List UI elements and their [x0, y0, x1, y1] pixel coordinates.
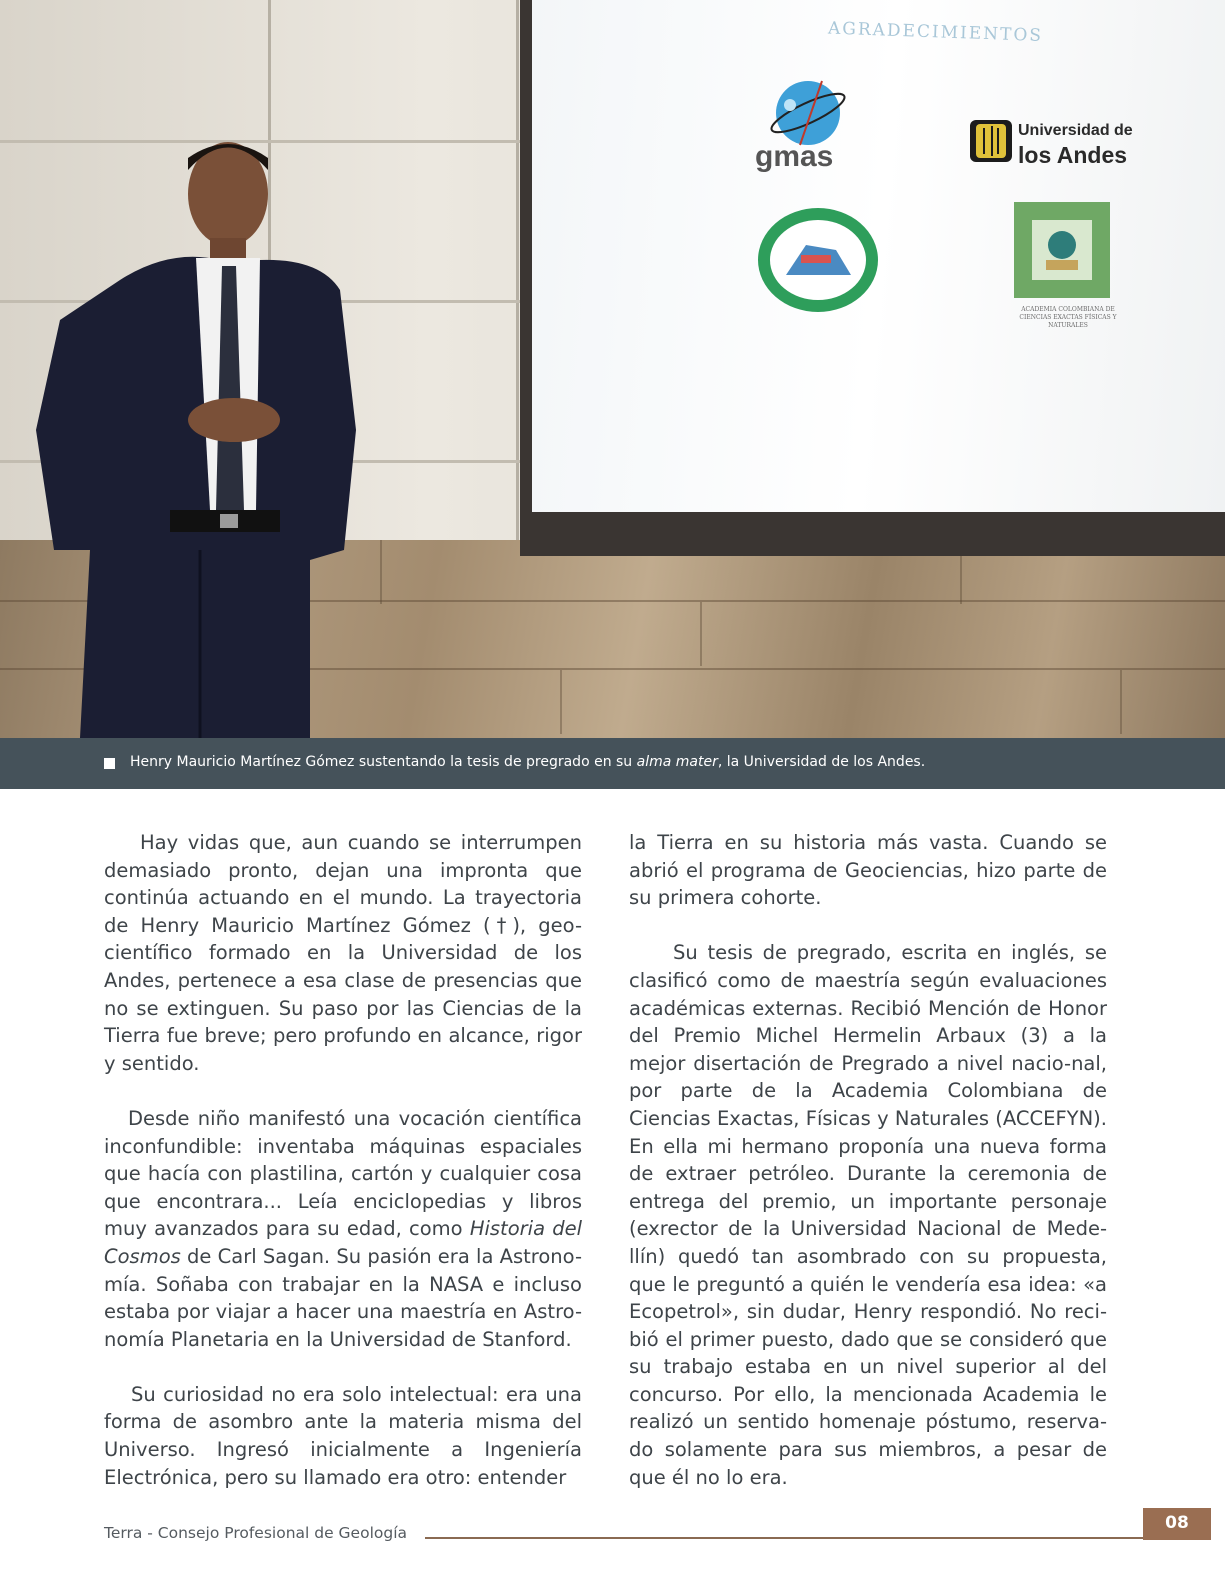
slide-title: AGRADECIMIENTOS	[827, 18, 1044, 47]
association-seal-logo	[756, 205, 882, 315]
caption-text-end: , la Universidad de los Andes.	[717, 754, 926, 770]
stone-joint	[380, 540, 382, 604]
page-number: 08	[1165, 1513, 1189, 1533]
photo-caption	[130, 754, 925, 770]
article-paragraph: Su curiosidad no era solo intelectual: era una forma de asombro ante la materia misma del Universo. Ingresó inicialmente a Ingeniería Electrónica, pero su llamado era otro: entender	[104, 1382, 582, 1489]
caption-bullet-icon	[104, 758, 115, 769]
article-column-left	[104, 829, 582, 1519]
article-paragraph: la Tierra en su historia más vasta. Cuando se abrió el programa de Geociencias, hizo parte de su primera cohorte.	[629, 831, 1107, 910]
caption-italic-text: alma mater	[636, 754, 718, 770]
stone-joint	[560, 670, 562, 734]
stone-joint	[1120, 670, 1122, 734]
caption-text: Henry Mauricio Martínez Gómez sustentando la tesis de pregrado en su	[130, 754, 637, 770]
article-photo	[0, 0, 1225, 738]
article-paragraph: Hay vidas que, aun cuando se interrumpen demasiado pronto, dejan una impronta que continúa actuando en el mundo. La trayectoria de Henry Mauricio Martínez Gómez (†), geo-científico formado en la Universidad de los Andes, pertenece a esa clase de presencias que no se extinguen. Su paso por las Ciencias de la Tierra fue breve; pero profundo en alcance, rigor y sentido.	[104, 831, 582, 1075]
article-paragraph: Su tesis de pregrado, escrita en inglés, se clasificó como de maestría según evaluaciones académicas externas. Recibió Mención de Honor del Premio Michel Hermelin Arbaux (3) a la mejor disertación de Pregrado a nivel nacio-nal, por parte de la Academia Colombiana de Ciencias Exactas, Físicas y Naturales (ACCEFYN). En ella mi hermano proponía una nueva forma de extraer petróleo. Durante la ceremonia de entrega del premio, un importante personaje (exrector de la Universidad Nacional de Mede-llín) quedó tan asombrado con su propuesta, que le preguntó a quién le vendería esa idea: «a Ecopetrol», sin dudar, Henry respondió. No reci-bió el primer puesto, dado que se consideró que su trabajo estaba en un nivel superior al del concurso. Por ello, la mencionada Academia le realizó un sentido homenaje póstumo, reserva-do solamente para sus miembros, a pesar de que él no lo era.	[629, 941, 1107, 1489]
uniandes-logo-line2: los Andes	[1018, 142, 1128, 168]
book-title: Historia del Cosmos	[104, 1217, 582, 1268]
footer-publication: Terra - Consejo Profesional de Geología	[104, 1524, 408, 1542]
paragraph-text: Desde niño manifestó una vocación científica inconfundible: inventaba máquinas espaciales que hacía con plastilina, cartón y cualquier cosa que encontrara... Leía enciclopedias y libros muy avanzados para su edad, como	[104, 1106, 582, 1241]
paragraph-text: de Carl Sagan. Su pasión era la Astrono-mía. Soñaba con trabajar en la NASA e incluso estaba por viajar a hacer una maestría en Astro-nomía Planetaria en la Universidad de Stanford.	[104, 1244, 582, 1351]
wall-seam	[516, 0, 519, 540]
uniandes-logo	[968, 118, 1014, 164]
academy-crest-text: ACADEMIA COLOMBIANA DE CIENCIAS EXACTAS FÍSICAS Y NATURALES	[1019, 306, 1117, 329]
article-column-right	[629, 829, 1107, 1519]
gmas-logo-text: gmas	[755, 140, 834, 173]
footer-rule	[425, 1537, 1145, 1539]
uniandes-logo-line1: Universidad de	[1018, 122, 1133, 139]
academy-crest-logo	[1012, 200, 1112, 300]
stone-joint	[700, 602, 702, 666]
article-paragraph	[104, 1105, 582, 1353]
speaker-figure	[20, 130, 380, 738]
